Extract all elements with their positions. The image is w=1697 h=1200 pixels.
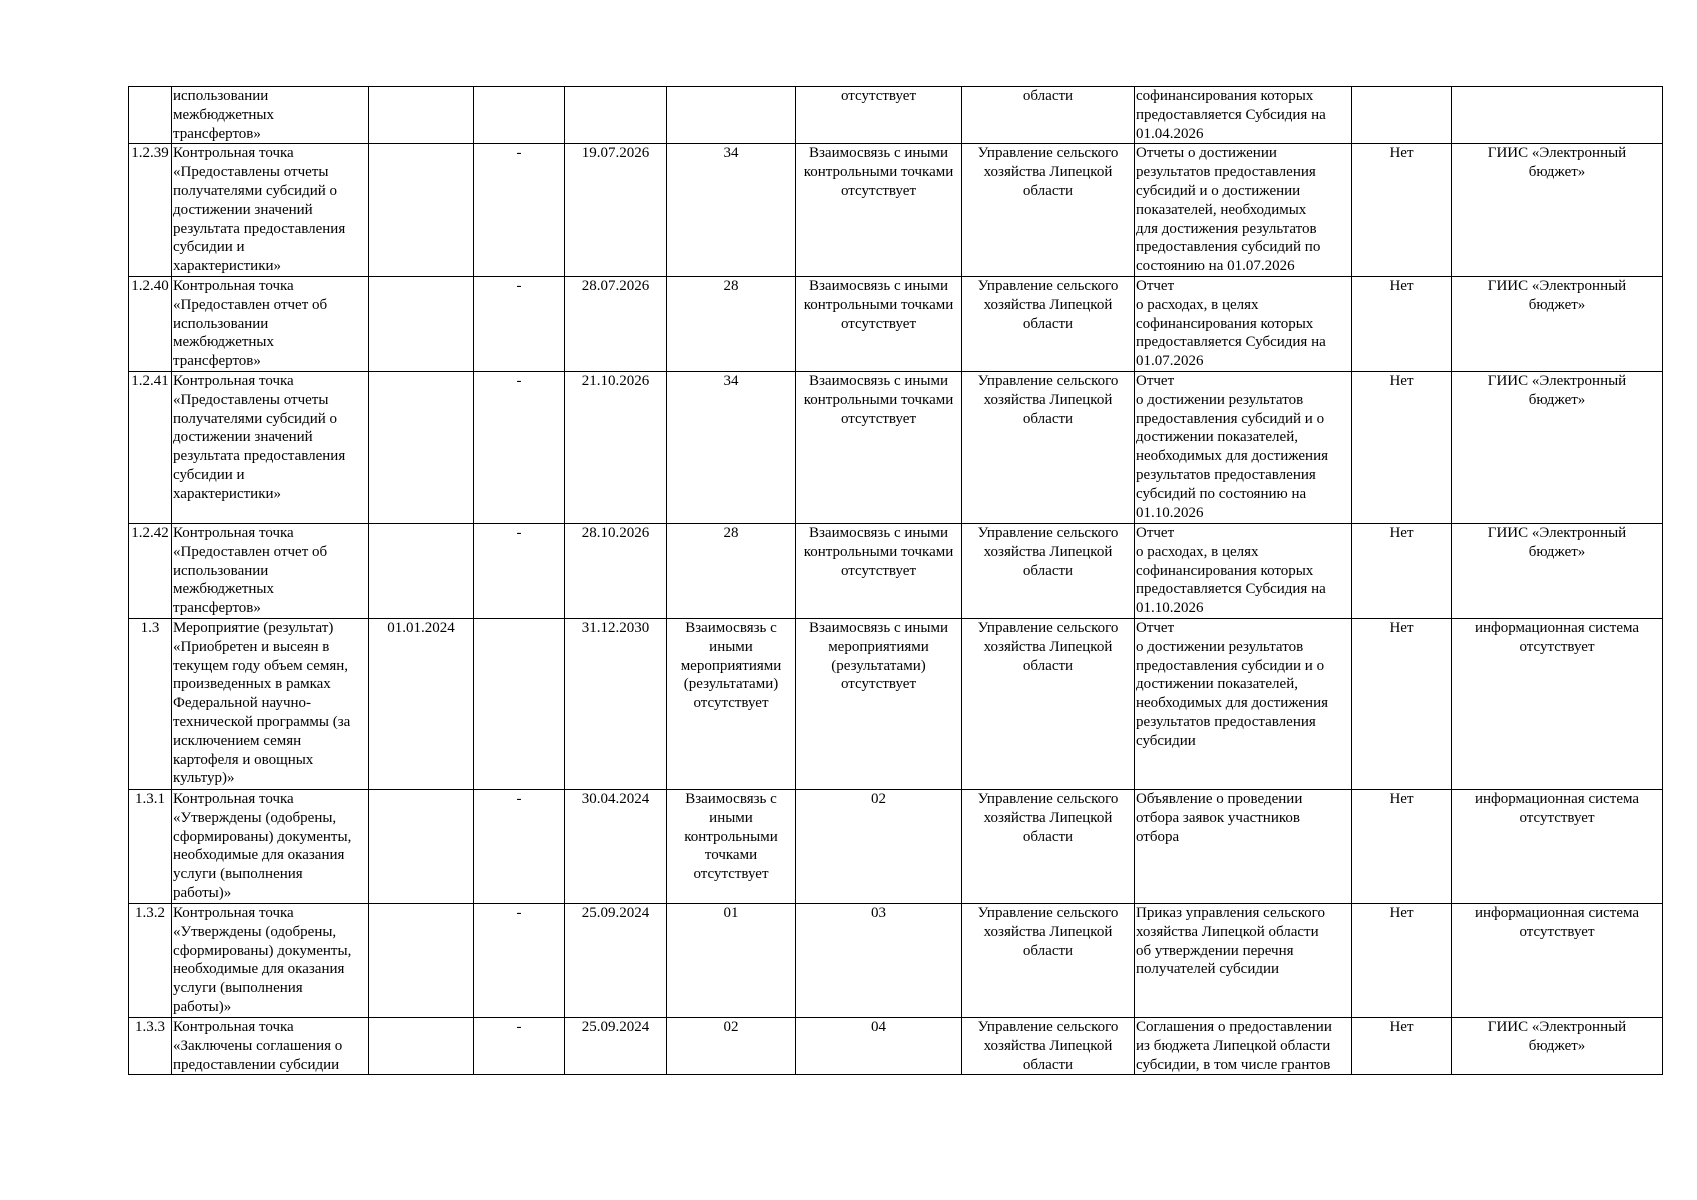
event-name: Мероприятие (результат) «Приобретен и высеян в текущем году объем семян, произведенных в рамках Федеральной научно- технической программы (за исключением семян картофеля и овощных культур)» bbox=[173, 619, 351, 787]
end-date: 30.04.2024 bbox=[581, 790, 650, 807]
link-previous-cell bbox=[667, 618, 796, 789]
confirming-document-cell bbox=[1135, 87, 1352, 144]
responsible-org: Управление сельского хозяйства Липецкой области bbox=[977, 277, 1119, 332]
start-date: - bbox=[516, 790, 522, 807]
link-next: Взаимосвязь с иными контрольными точками отсутствует bbox=[803, 277, 954, 332]
row-number: 1.3.3 bbox=[135, 1018, 165, 1035]
start-date: - bbox=[516, 1018, 522, 1035]
link-previous: 02 bbox=[723, 1018, 739, 1035]
end-date: 25.09.2024 bbox=[581, 904, 650, 921]
responsible-org-cell bbox=[962, 523, 1135, 618]
information-system: информационная система отсутствует bbox=[1474, 790, 1640, 826]
responsible-executor-cell bbox=[369, 371, 474, 523]
information-system-cell bbox=[1452, 144, 1663, 277]
end-date: 31.12.2030 bbox=[581, 619, 650, 636]
link-previous: Взаимосвязь с иными контрольными точками отсутствует bbox=[684, 790, 778, 883]
link-next-cell bbox=[796, 87, 962, 144]
information-system-cell bbox=[1452, 523, 1663, 618]
responsible-org: Управление сельского хозяйства Липецкой области bbox=[977, 790, 1119, 845]
end-date-cell bbox=[565, 87, 667, 144]
approval-required: Нет bbox=[1389, 145, 1414, 162]
start-date-cell bbox=[474, 371, 565, 523]
link-previous: 01 bbox=[723, 904, 739, 921]
approval-required-cell bbox=[1352, 276, 1452, 371]
start-date-cell bbox=[474, 276, 565, 371]
approval-required: Нет bbox=[1389, 790, 1414, 807]
link-next: Взаимосвязь с иными контрольными точками отсутствует bbox=[803, 372, 954, 427]
event-name-cell bbox=[172, 371, 369, 523]
responsible-org-cell bbox=[962, 903, 1135, 1017]
responsible-org-cell bbox=[962, 87, 1135, 144]
table-row bbox=[129, 523, 1663, 618]
table-row bbox=[129, 371, 1663, 523]
row-number-cell bbox=[129, 789, 172, 903]
end-date-cell bbox=[565, 523, 667, 618]
table-row bbox=[129, 789, 1663, 903]
information-system-cell bbox=[1452, 1017, 1663, 1074]
approval-required-cell bbox=[1352, 371, 1452, 523]
confirming-document-cell bbox=[1135, 789, 1352, 903]
event-name: Контрольная точка «Утверждены (одобрены, сформированы) документы, необходимые для оказания услуги (выполнения работы)» bbox=[173, 904, 352, 1015]
table-body bbox=[129, 87, 1663, 1075]
start-date-cell bbox=[474, 144, 565, 277]
link-next-cell bbox=[796, 371, 962, 523]
information-system: информационная система отсутствует bbox=[1474, 619, 1640, 655]
row-number: 1.2.39 bbox=[131, 145, 169, 162]
table-row bbox=[129, 276, 1663, 371]
responsible-org: Управление сельского хозяйства Липецкой области bbox=[977, 524, 1119, 579]
approval-required: Нет bbox=[1389, 524, 1414, 541]
approval-required-cell bbox=[1352, 789, 1452, 903]
approval-required: Нет bbox=[1389, 904, 1414, 921]
information-system-cell bbox=[1452, 618, 1663, 789]
information-system: ГИИС «Электронный бюджет» bbox=[1487, 1018, 1627, 1054]
confirming-document: Отчет о расходах, в целях софинансирования которых предоставляется Субсидия на 01.10.2026 bbox=[1136, 524, 1326, 617]
row-number: 1.2.40 bbox=[131, 277, 169, 294]
responsible-executor-cell bbox=[369, 523, 474, 618]
event-name: Контрольная точка «Предоставлен отчет об использовании межбюджетных трансфертов» bbox=[173, 524, 328, 617]
confirming-document: Соглашения о предоставлении из бюджета Липецкой области субсидии, в том числе грантов bbox=[1136, 1018, 1332, 1073]
confirming-document-cell bbox=[1135, 144, 1352, 277]
event-name-cell bbox=[172, 276, 369, 371]
information-system: ГИИС «Электронный бюджет» bbox=[1487, 524, 1627, 560]
responsible-executor-cell bbox=[369, 1017, 474, 1074]
approval-required-cell bbox=[1352, 618, 1452, 789]
confirming-document: Отчеты о достижении результатов предоставления субсидий и о достижении показателей, необходимых для достижения результатов предоставления субсидий по состоянию на 01.07.2026 bbox=[1136, 145, 1321, 275]
link-previous-cell bbox=[667, 87, 796, 144]
confirming-document-cell bbox=[1135, 523, 1352, 618]
confirming-document: Отчет о достижении результатов предоставления субсидии и о достижении показателей, необходимых для достижения результатов предоставления субсидии bbox=[1136, 619, 1329, 749]
link-previous-cell bbox=[667, 144, 796, 277]
responsible-org: Управление сельского хозяйства Липецкой области bbox=[977, 145, 1119, 199]
link-previous: 34 bbox=[723, 145, 739, 162]
responsible-org-cell bbox=[962, 618, 1135, 789]
start-date-cell bbox=[474, 1017, 565, 1074]
link-next: отсутствует bbox=[840, 88, 917, 104]
row-number-cell bbox=[129, 1017, 172, 1074]
link-next: Взаимосвязь с иными мероприятиями (результатами) отсутствует bbox=[809, 619, 948, 693]
row-number: 1.3.2 bbox=[135, 904, 165, 921]
row-number-cell bbox=[129, 523, 172, 618]
link-previous-cell bbox=[667, 523, 796, 618]
row-number: 1.3.1 bbox=[135, 790, 165, 807]
information-system-cell bbox=[1452, 276, 1663, 371]
information-system: информационная система отсутствует bbox=[1474, 904, 1640, 940]
responsible-executor-cell bbox=[369, 87, 474, 144]
responsible-org-cell bbox=[962, 276, 1135, 371]
start-date-cell bbox=[474, 903, 565, 1017]
end-date-cell bbox=[565, 618, 667, 789]
link-next-cell bbox=[796, 789, 962, 903]
row-number-cell bbox=[129, 276, 172, 371]
end-date-cell bbox=[565, 144, 667, 277]
responsible-org: области bbox=[1022, 88, 1074, 104]
link-next-cell bbox=[796, 276, 962, 371]
event-name: Контрольная точка «Предоставлен отчет об использовании межбюджетных трансфертов» bbox=[173, 277, 328, 370]
row-number: 1.2.42 bbox=[131, 524, 169, 541]
link-previous-cell bbox=[667, 371, 796, 523]
link-next: 03 bbox=[871, 904, 886, 921]
information-system-cell bbox=[1452, 371, 1663, 523]
start-date-cell bbox=[474, 523, 565, 618]
responsible-org: Управление сельского хозяйства Липецкой области bbox=[977, 904, 1119, 959]
approval-required-cell bbox=[1352, 903, 1452, 1017]
information-system: ГИИС «Электронный бюджет» bbox=[1487, 372, 1627, 408]
link-next-cell bbox=[796, 144, 962, 277]
approval-required-cell bbox=[1352, 87, 1452, 144]
confirming-document: Отчет о достижении результатов предоставления субсидий и о достижении показателей, необходимых для достижения результатов предоставления субсидий по состоянию на 01.10.2026 bbox=[1136, 372, 1329, 521]
link-next: Взаимосвязь с иными контрольными точками отсутствует bbox=[803, 524, 954, 579]
link-previous-cell bbox=[667, 903, 796, 1017]
responsible-executor-cell bbox=[369, 144, 474, 277]
plan-table bbox=[128, 86, 1663, 1075]
information-system-cell bbox=[1452, 903, 1663, 1017]
approval-required-cell bbox=[1352, 1017, 1452, 1074]
confirming-document-cell bbox=[1135, 1017, 1352, 1074]
row-number: 1.3 bbox=[140, 619, 160, 636]
row-number-cell bbox=[129, 618, 172, 789]
responsible-org: Управление сельского хозяйства Липецкой области bbox=[977, 372, 1119, 427]
confirming-document-cell bbox=[1135, 903, 1352, 1017]
confirming-document: Приказ управления сельского хозяйства Липецкой области об утверждении перечня получателей субсидии bbox=[1136, 904, 1325, 978]
end-date: 19.07.2026 bbox=[581, 145, 650, 162]
information-system: ГИИС «Электронный бюджет» bbox=[1487, 145, 1627, 181]
start-date: - bbox=[516, 277, 522, 294]
table-row bbox=[129, 618, 1663, 789]
start-date: - bbox=[516, 145, 522, 162]
confirming-document-cell bbox=[1135, 276, 1352, 371]
link-next: Взаимосвязь с иными контрольными точками отсутствует bbox=[803, 145, 954, 199]
information-system-cell bbox=[1452, 789, 1663, 903]
event-name-cell bbox=[172, 144, 369, 277]
event-name: Контрольная точка «Утверждены (одобрены, сформированы) документы, необходимые для оказания услуги (выполнения работы)» bbox=[173, 790, 352, 901]
information-system: ГИИС «Электронный бюджет» bbox=[1487, 277, 1627, 313]
confirming-document: Отчет о расходах, в целях софинансирования которых предоставляется Субсидия на 01.07.2026 bbox=[1136, 277, 1326, 370]
start-date: - bbox=[516, 524, 522, 541]
link-next: 02 bbox=[871, 790, 886, 807]
approval-required: Нет bbox=[1389, 1018, 1414, 1035]
table-row bbox=[129, 87, 1663, 144]
end-date-cell bbox=[565, 1017, 667, 1074]
row-number-cell bbox=[129, 144, 172, 277]
responsible-executor-cell bbox=[369, 276, 474, 371]
link-previous-cell bbox=[667, 1017, 796, 1074]
approval-required: Нет bbox=[1389, 372, 1414, 389]
start-date-cell bbox=[474, 789, 565, 903]
end-date: 21.10.2026 bbox=[581, 372, 650, 389]
end-date: 28.07.2026 bbox=[581, 277, 650, 294]
link-previous: 34 bbox=[723, 372, 739, 389]
event-name-cell bbox=[172, 789, 369, 903]
start-date: - bbox=[516, 904, 522, 921]
responsible-executor-cell bbox=[369, 903, 474, 1017]
approval-required: Нет bbox=[1389, 619, 1414, 636]
information-system-cell bbox=[1452, 87, 1663, 144]
end-date-cell bbox=[565, 371, 667, 523]
link-previous-cell bbox=[667, 276, 796, 371]
end-date-cell bbox=[565, 789, 667, 903]
link-previous: Взаимосвязь с иными мероприятиями (результатами) отсутствует bbox=[680, 619, 782, 712]
approval-required-cell bbox=[1352, 523, 1452, 618]
end-date-cell bbox=[565, 903, 667, 1017]
event-name-cell bbox=[172, 523, 369, 618]
end-date-cell bbox=[565, 276, 667, 371]
row-number: 1.2.41 bbox=[131, 372, 169, 389]
start-date-cell bbox=[474, 618, 565, 789]
event-name-cell bbox=[172, 903, 369, 1017]
event-name: Контрольная точка «Предоставлены отчеты получателями субсидий о достижении значений результата предоставления субсидии и характеристики» bbox=[173, 145, 346, 275]
link-next: 04 bbox=[871, 1018, 886, 1035]
responsible-executor-cell bbox=[369, 618, 474, 789]
responsible-org-cell bbox=[962, 789, 1135, 903]
confirming-document-cell bbox=[1135, 618, 1352, 789]
approval-required-cell bbox=[1352, 144, 1452, 277]
responsible-org-cell bbox=[962, 144, 1135, 277]
link-next-cell bbox=[796, 903, 962, 1017]
event-name: использовании межбюджетных трансфертов» bbox=[173, 88, 275, 142]
table-row bbox=[129, 1017, 1663, 1074]
responsible-org: Управление сельского хозяйства Липецкой области bbox=[977, 1018, 1119, 1073]
event-name-cell bbox=[172, 618, 369, 789]
start-date-cell bbox=[474, 87, 565, 144]
responsible-org-cell bbox=[962, 1017, 1135, 1074]
row-number-cell bbox=[129, 903, 172, 1017]
event-name-cell bbox=[172, 1017, 369, 1074]
confirming-document: Объявление о проведении отбора заявок участников отбора bbox=[1136, 790, 1303, 845]
confirming-document-cell bbox=[1135, 371, 1352, 523]
end-date: 28.10.2026 bbox=[581, 524, 650, 541]
link-previous: 28 bbox=[723, 524, 739, 541]
link-previous-cell bbox=[667, 789, 796, 903]
end-date: 25.09.2024 bbox=[581, 1018, 650, 1035]
row-number-cell bbox=[129, 87, 172, 144]
responsible-executor-cell bbox=[369, 789, 474, 903]
confirming-document: софинансирования которых предоставляется Субсидия на 01.04.2026 bbox=[1136, 88, 1326, 142]
responsible-org-cell bbox=[962, 371, 1135, 523]
link-previous: 28 bbox=[723, 277, 739, 294]
link-next-cell bbox=[796, 1017, 962, 1074]
row-number-cell bbox=[129, 371, 172, 523]
approval-required: Нет bbox=[1389, 277, 1414, 294]
start-date: - bbox=[516, 372, 522, 389]
event-name: Контрольная точка «Заключены соглашения о предоставлении субсидии bbox=[173, 1018, 343, 1073]
event-name: Контрольная точка «Предоставлены отчеты получателями субсидий о достижении значений результата предоставления субсидии и характеристики» bbox=[173, 372, 346, 502]
table-row bbox=[129, 903, 1663, 1017]
event-name-cell bbox=[172, 87, 369, 144]
table-row bbox=[129, 144, 1663, 277]
link-next-cell bbox=[796, 523, 962, 618]
responsible-executor: 01.01.2024 bbox=[387, 619, 455, 636]
link-next-cell bbox=[796, 618, 962, 789]
responsible-org: Управление сельского хозяйства Липецкой области bbox=[977, 619, 1119, 674]
